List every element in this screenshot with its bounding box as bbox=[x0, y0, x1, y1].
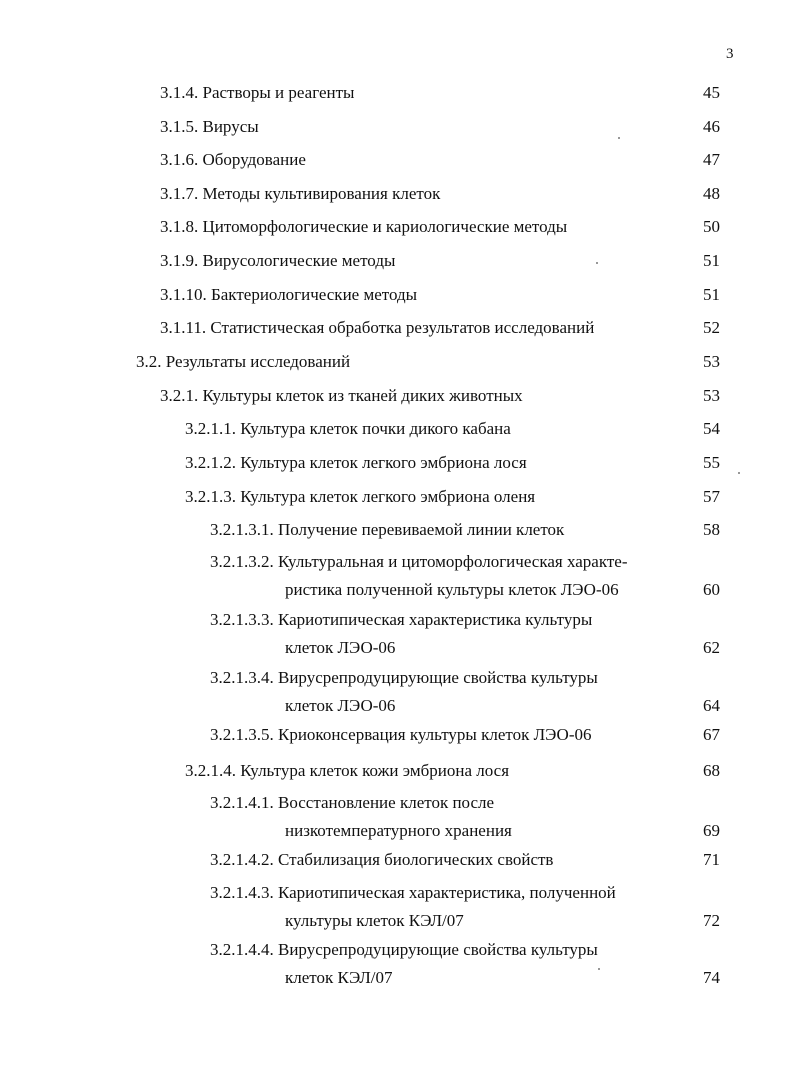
toc-entry bbox=[210, 880, 616, 906]
toc-entry-number: 3.2.1.4.1. bbox=[210, 793, 274, 812]
toc-entry-page: 46 bbox=[703, 117, 720, 136]
toc-entry-title-continuation: культуры клеток КЭЛ/07 bbox=[285, 911, 464, 930]
toc-entry-page: 72 bbox=[703, 911, 720, 930]
toc-entry-number: 3.2.1. bbox=[160, 386, 199, 405]
toc-entry-title: Стабилизация биологических свойств bbox=[278, 850, 554, 869]
toc-entry-title: Культура клеток кожи эмбриона лося bbox=[240, 761, 510, 780]
toc-entry-page: 55 bbox=[703, 453, 720, 472]
toc-entry-title: Вирусы bbox=[202, 117, 259, 136]
toc-entry-page: 57 bbox=[703, 487, 720, 506]
toc-entry bbox=[185, 450, 527, 476]
toc-entry bbox=[210, 847, 553, 873]
toc-entry-title: Статистическая обработка результатов исследований bbox=[210, 318, 595, 337]
toc-entry bbox=[210, 607, 592, 633]
toc-entry-number: 3.1.6. bbox=[160, 150, 199, 169]
toc-entry-number: 3.2. bbox=[136, 352, 162, 371]
toc-entry bbox=[160, 114, 259, 140]
toc-entry-title: Получение перевиваемой линии клеток bbox=[278, 520, 565, 539]
toc-entry bbox=[210, 790, 494, 816]
toc-entry-title: Бактериологические методы bbox=[211, 285, 418, 304]
toc-entry bbox=[210, 517, 564, 543]
toc-entry-title-continuation: клеток ЛЭО-06 bbox=[285, 638, 396, 657]
toc-entry-number: 3.1.5. bbox=[160, 117, 199, 136]
toc-entry bbox=[210, 549, 628, 575]
toc-entry-page: 69 bbox=[703, 821, 720, 840]
toc-entry-number: 3.2.1.4.4. bbox=[210, 940, 274, 959]
toc-entry-page: 60 bbox=[703, 580, 720, 599]
toc-entry-title: Цитоморфологические и кариологические методы bbox=[202, 217, 568, 236]
toc-entry-number: 3.2.1.4.2. bbox=[210, 850, 274, 869]
toc-entry-title-continuation: низкотемпературного хранения bbox=[285, 821, 512, 840]
toc-entry-page: 45 bbox=[703, 83, 720, 102]
scan-speck bbox=[596, 262, 598, 264]
toc-entry bbox=[160, 248, 395, 274]
toc-entry-page: 48 bbox=[703, 184, 720, 203]
toc-entry bbox=[185, 758, 509, 784]
toc-entry-number: 3.2.1.4. bbox=[185, 761, 236, 780]
toc-entry-number: 3.2.1.1. bbox=[185, 419, 236, 438]
toc-entry bbox=[210, 937, 598, 963]
toc-entry-number: 3.2.1.3. bbox=[185, 487, 236, 506]
toc-entry-title: Криоконсервация культуры клеток ЛЭО-06 bbox=[278, 725, 592, 744]
toc-entry-page: 54 bbox=[703, 419, 720, 438]
toc-entry-page: 64 bbox=[703, 696, 720, 715]
toc-entry-title: Кариотипическая характеристика, полученной bbox=[278, 883, 616, 902]
toc-entry-title: Вирусрепродуцирующие свойства культуры bbox=[278, 668, 598, 687]
toc-entry-number: 3.1.7. bbox=[160, 184, 199, 203]
toc-entry bbox=[160, 147, 306, 173]
toc-entry-title: Кариотипическая характеристика культуры bbox=[278, 610, 593, 629]
toc-entry-page: 53 bbox=[703, 352, 720, 371]
toc-entry-page: 68 bbox=[703, 761, 720, 780]
toc-entry-title-continuation: клеток ЛЭО-06 bbox=[285, 696, 396, 715]
toc-entry-title: Методы культивирования клеток bbox=[202, 184, 441, 203]
toc-entry-number: 3.1.4. bbox=[160, 83, 199, 102]
toc-entry-page: 50 bbox=[703, 217, 720, 236]
toc-entry-title: Культуры клеток из тканей диких животных bbox=[202, 386, 523, 405]
toc-entry-page: 52 bbox=[703, 318, 720, 337]
toc-entry bbox=[185, 416, 511, 442]
toc-entry bbox=[210, 665, 598, 691]
toc-entry-page: 71 bbox=[703, 850, 720, 869]
toc-entry-title: Растворы и реагенты bbox=[202, 83, 355, 102]
toc-entry-number: 3.2.1.3.4. bbox=[210, 668, 274, 687]
toc-entry-number: 3.1.8. bbox=[160, 217, 199, 236]
toc-entry-title: Восстановление клеток после bbox=[278, 793, 495, 812]
toc-entry-page: 51 bbox=[703, 251, 720, 270]
toc-entry bbox=[210, 722, 591, 748]
toc-entry-page: 58 bbox=[703, 520, 720, 539]
toc-entry bbox=[160, 383, 523, 409]
toc-entry-title: Вирусологические методы bbox=[202, 251, 396, 270]
toc-entry bbox=[160, 80, 354, 106]
toc-entry-number: 3.2.1.3.1. bbox=[210, 520, 274, 539]
toc-entry-page: 53 bbox=[703, 386, 720, 405]
toc-entry-title: Культура клеток легкого эмбриона лося bbox=[240, 453, 527, 472]
toc-entry-title-continuation: клеток КЭЛ/07 bbox=[285, 968, 393, 987]
toc-entry bbox=[160, 315, 594, 341]
scan-speck bbox=[598, 968, 600, 970]
toc-entry-page: 51 bbox=[703, 285, 720, 304]
toc-entry-number: 3.2.1.2. bbox=[185, 453, 236, 472]
toc-entry-title: Культуральная и цитоморфологическая характе- bbox=[278, 552, 628, 571]
toc-entry-page: 74 bbox=[703, 968, 720, 987]
toc-entry bbox=[136, 349, 350, 375]
toc-entry bbox=[160, 282, 417, 308]
toc-entry-number: 3.1.9. bbox=[160, 251, 199, 270]
scan-speck bbox=[618, 137, 620, 139]
toc-entry-title-continuation: ристика полученной культуры клеток ЛЭО-06 bbox=[285, 580, 619, 599]
toc-entry-title: Культура клеток легкого эмбриона оленя bbox=[240, 487, 536, 506]
toc-entry bbox=[185, 484, 535, 510]
toc-entry-title: Культура клеток почки дикого кабана bbox=[240, 419, 511, 438]
toc-entry-number: 3.2.1.3.5. bbox=[210, 725, 274, 744]
scan-speck bbox=[738, 472, 740, 474]
toc-entry-number: 3.2.1.4.3. bbox=[210, 883, 274, 902]
page-number: 3 bbox=[726, 46, 734, 62]
toc-entry-page: 47 bbox=[703, 150, 720, 169]
toc-entry-title: Вирусрепродуцирующие свойства культуры bbox=[278, 940, 598, 959]
toc-entry bbox=[160, 214, 567, 240]
toc-entry-number: 3.1.10. bbox=[160, 285, 207, 304]
toc-entry-number: 3.2.1.3.3. bbox=[210, 610, 274, 629]
toc-entry-number: 3.1.11. bbox=[160, 318, 207, 337]
toc-entry-number: 3.2.1.3.2. bbox=[210, 552, 274, 571]
toc-entry-title: Оборудование bbox=[202, 150, 306, 169]
toc-entry-page: 67 bbox=[703, 725, 720, 744]
toc-entry-title: Результаты исследований bbox=[165, 352, 351, 371]
toc-entry bbox=[160, 181, 440, 207]
toc-entry-page: 62 bbox=[703, 638, 720, 657]
